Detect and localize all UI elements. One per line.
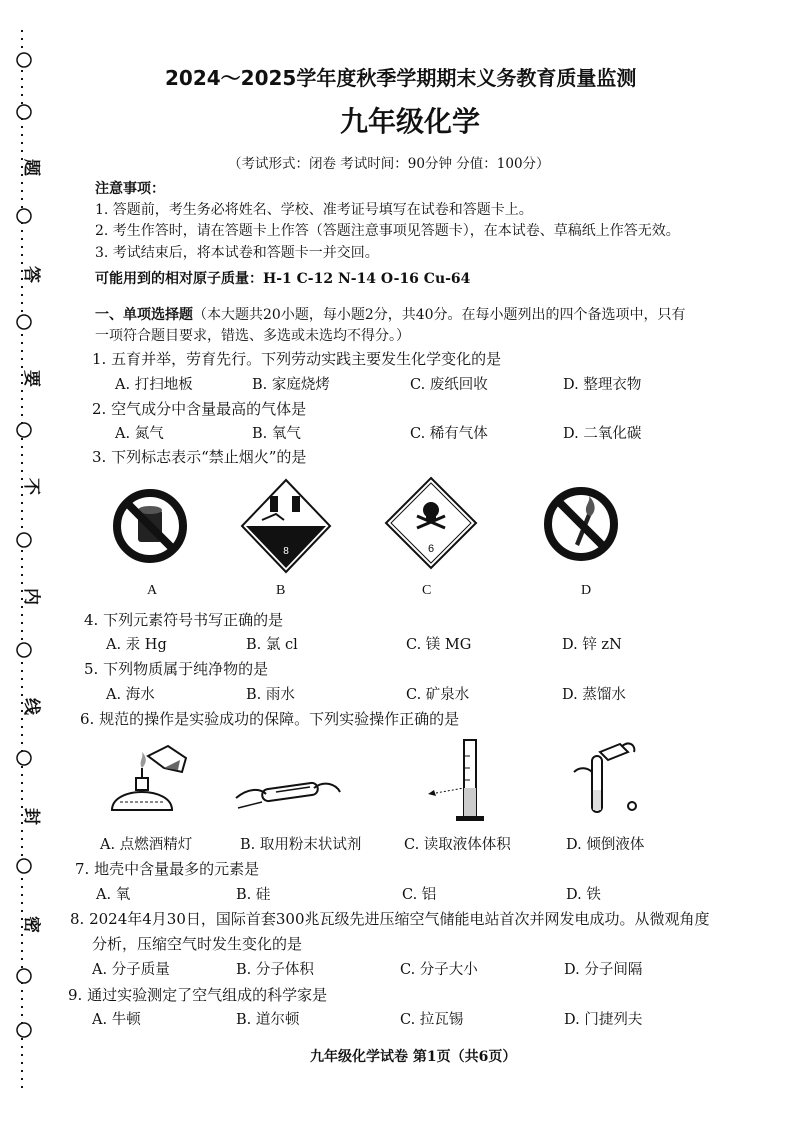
margin-char: 线 (21, 698, 41, 715)
question-stem: 9. 通过实验测定了空气组成的科学家是 (68, 986, 328, 1004)
question-stem: 3. 下列标志表示“禁止烟火”的是 (92, 448, 307, 466)
alcohol-lamp-illustration-icon (102, 738, 196, 822)
sign-label: B (276, 583, 286, 598)
pouring-liquid-illustration-icon (562, 738, 642, 826)
note-item: 3. 考试结束后，将本试卷和答题卡一并交回。 (95, 245, 379, 261)
section-heading-bold: 一、单项选择题 (95, 307, 193, 323)
margin-char: 密 (21, 916, 41, 933)
exam-info: （考试形式：闭卷 考试时间：90分钟 分值：100分） (228, 156, 550, 172)
question-stem: 5. 下列物质属于纯净物的是 (84, 660, 269, 678)
option: C. 矿泉水 (406, 687, 470, 703)
toxic-hazard-sign-icon (384, 476, 478, 570)
powder-reagent-illustration-icon (232, 772, 344, 812)
option: C. 镁 MG (406, 637, 472, 653)
margin-char: 不 (21, 478, 41, 495)
question-stem-continued: 分析，压缩空气时发生变化的是 (92, 935, 303, 953)
sign-b-number: 8 (283, 546, 289, 557)
note-item: 1. 答题前，考生务必将姓名、学校、准考证号填写在试卷和答题卡上。 (95, 202, 533, 218)
note-item: 2. 考生作答时，请在答题卡上作答（答题注意事项见答题卡），在本试卷、草稿纸上作答无效。 (95, 223, 680, 239)
corrosive-hazard-sign-icon (240, 478, 332, 574)
question-stem: 8. 2024年4月30日，国际首套300兆瓦级先进压缩空气储能电站首次并网发电成功。从微观角度 (70, 910, 710, 928)
option: B. 分子体积 (236, 962, 314, 978)
option: C. 铝 (402, 887, 437, 903)
option: C. 稀有气体 (410, 426, 488, 442)
option: C. 分子大小 (400, 962, 478, 978)
question-stem: 2. 空气成分中含量最高的气体是 (92, 400, 307, 418)
option: A. 氧 (96, 887, 131, 903)
option: C. 废纸回收 (410, 377, 488, 393)
option: B. 硅 (236, 887, 271, 903)
option: A. 点燃酒精灯 (100, 837, 193, 853)
margin-char: 内 (21, 588, 41, 605)
option: A. 打扫地板 (115, 377, 193, 393)
sign-label: A (147, 583, 158, 598)
option: C. 拉瓦锡 (400, 1012, 464, 1028)
question-stem: 1. 五育并举，劳育先行。下列劳动实践主要发生化学变化的是 (92, 350, 502, 368)
section-heading-line1 (95, 304, 686, 324)
option: B. 取用粉末状试剂 (240, 837, 362, 853)
notes-heading: 注意事项： (95, 181, 165, 197)
option: D. 二氧化碳 (563, 426, 642, 442)
section-heading-rest: （本大题共20小题，每小题2分，共40分。在每小题列出的四个备选项中，只有 (193, 307, 686, 323)
question-stem: 6. 规范的操作是实验成功的保障。下列实验操作正确的是 (80, 710, 460, 728)
margin-char: 封 (21, 808, 41, 825)
option: A. 牛顿 (92, 1012, 141, 1028)
option: D. 锌 zN (562, 637, 622, 653)
option: D. 分子间隔 (564, 962, 643, 978)
margin-char: 题 (21, 159, 41, 176)
prohibition-barrel-sign-icon (112, 488, 188, 564)
option: B. 道尔顿 (236, 1012, 300, 1028)
subject-title: 九年级化学 (340, 105, 481, 138)
margin-char: 答 (21, 266, 41, 283)
option: D. 门捷列夫 (564, 1012, 643, 1028)
sign-label: C (422, 583, 432, 598)
question-stem: 7. 地壳中含量最多的元素是 (75, 860, 260, 878)
option: B. 氯 cl (246, 637, 298, 653)
sign-c-number: 6 (427, 543, 435, 555)
exam-title: 2024～2025学年度秋季学期期末义务教育质量监测 (165, 66, 637, 90)
option: D. 铁 (566, 887, 601, 903)
option: D. 整理衣物 (563, 377, 642, 393)
option: A. 海水 (106, 687, 155, 703)
option: A. 氮气 (115, 426, 164, 442)
option: B. 雨水 (246, 687, 295, 703)
option: D. 倾倒液体 (566, 837, 645, 853)
no-fire-sign-icon (543, 486, 619, 562)
option: C. 读取液体体积 (404, 837, 511, 853)
option: B. 氧气 (252, 426, 301, 442)
option: D. 蒸馏水 (562, 687, 626, 703)
sign-label: D (581, 583, 592, 598)
atomic-mass-line: 可能用到的相对原子质量：H-1 C-12 N-14 O-16 Cu-64 (95, 271, 471, 287)
section-heading-line2: 一项符合题目要求，错选、多选或未选均不得分。） (95, 328, 410, 344)
page-footer: 九年级化学试卷 第1页（共6页） (310, 1049, 517, 1065)
option: A. 分子质量 (92, 962, 170, 978)
option: A. 汞 Hg (106, 637, 167, 653)
graduated-cylinder-illustration-icon (424, 736, 494, 824)
option: B. 家庭烧烤 (252, 377, 330, 393)
margin-char: 要 (21, 370, 41, 387)
question-stem: 4. 下列元素符号书写正确的是 (84, 611, 284, 629)
